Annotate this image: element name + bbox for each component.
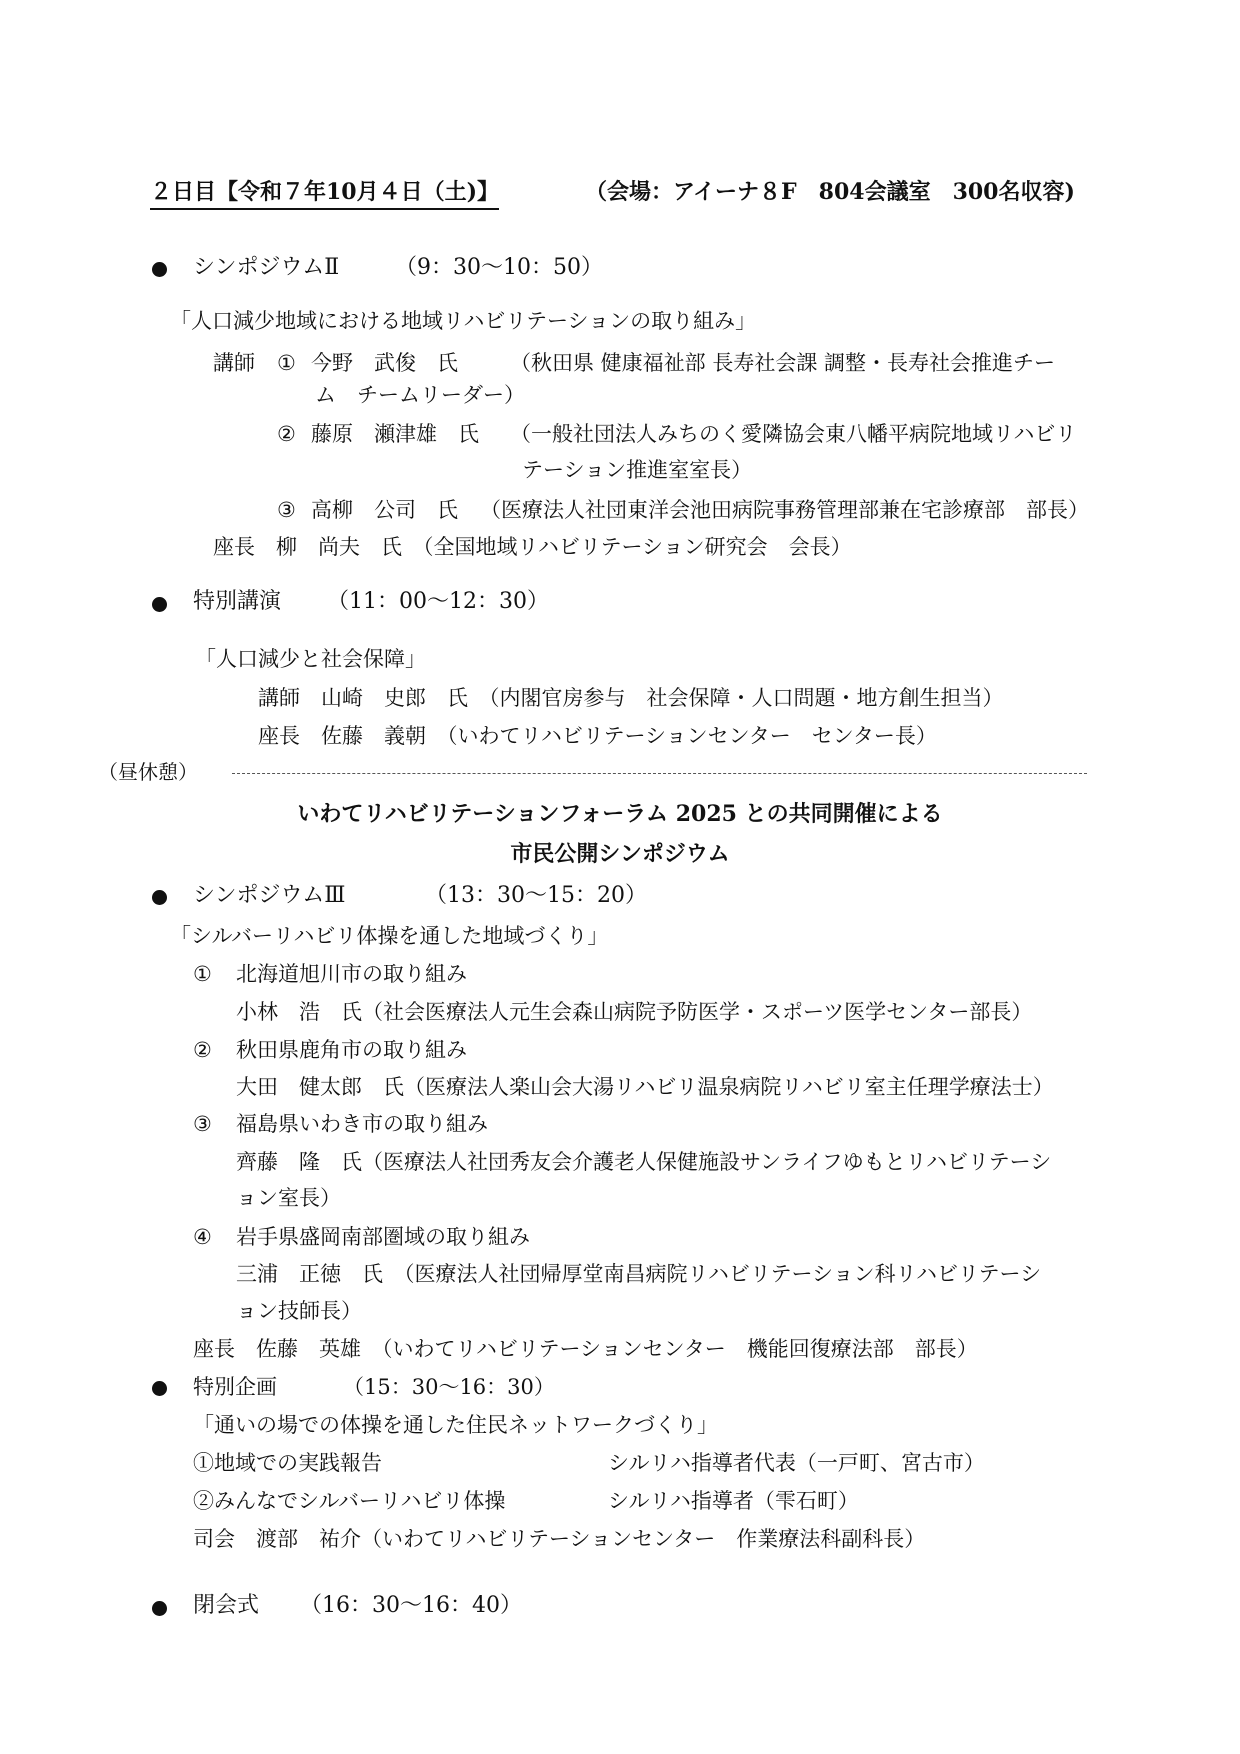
project-row-title: ①地域での実践報告 [193, 1451, 382, 1475]
venue-info: （会場：アイーナ８F 804会議室 300名収容) [585, 179, 1075, 205]
sym2-lecturer-label: 講師 [213, 351, 255, 375]
closing-heading: 閉会式 [193, 1593, 260, 1618]
sym3-item-region: 福島県いわき市の取り組み [236, 1112, 488, 1136]
sym3-item-region: 北海道旭川市の取り組み [236, 962, 467, 986]
sym2-heading: シンポジウムⅡ [193, 255, 340, 280]
sym2-speaker-aff: （一般社団法人みちのく愛隣協会東八幡平病院地域リハビリ [510, 422, 1077, 446]
day-title: ２日目【令和７年10月４日（土)】 [150, 178, 499, 210]
sym3-item-speaker: 三浦 正徳 氏 （医療法人社団帰厚堂南昌病院リハビリテーション科リハビリテーシ [236, 1262, 1042, 1286]
sym2-speaker-aff-cont: ム チームリーダー） [315, 383, 525, 407]
joint-title-line2: 市民公開シンポジウム [510, 841, 730, 867]
sym3-theme: 「シルバーリハビリ体操を通した地域づくり」 [170, 924, 609, 948]
sym3-item-speaker: 齊藤 隆 氏（医療法人社団秀友会介護老人保健施設サンライフゆもとリハビリテーシ [236, 1150, 1052, 1174]
sym2-speaker-name: 高柳 公司 氏 [311, 498, 458, 522]
sym3-item-speaker: 大田 健太郎 氏（医療法人楽山会大湯リハビリ温泉病院リハビリ室主任理学療法士） [236, 1075, 1054, 1099]
sym3-time: （13：30〜15：20） [425, 883, 647, 908]
sym3-item-num: ④ [193, 1225, 212, 1249]
sym3-chair: 座長 佐藤 英雄 （いわてリハビリテーションセンター 機能回復療法部 部長） [193, 1337, 978, 1361]
project-time: （15：30〜16：30） [343, 1375, 555, 1399]
sym3-item-num: ③ [193, 1112, 212, 1136]
sym2-speaker-name: 今野 武俊 氏 [311, 351, 458, 375]
lecture-lecturer: 講師 山崎 史郎 氏 （内閣官房参与 社会保障・人口問題・地方創生担当） [258, 686, 1004, 710]
sym2-chair: 座長 柳 尚夫 氏 （全国地域リハビリテーション研究会 会長） [213, 535, 852, 559]
dashed-divider [232, 773, 1087, 774]
project-heading: 特別企画 [193, 1375, 277, 1399]
sym3-item-num: ① [193, 962, 212, 986]
sym3-item-speaker: 小林 浩 氏（社会医療法人元生会森山病院予防医学・スポーツ医学センター部長） [236, 1000, 1033, 1024]
sym3-item-region: 岩手県盛岡南部圏域の取り組み [236, 1225, 530, 1249]
sym2-speaker-num: ① [277, 351, 296, 375]
closing-time: （16：30〜16：40） [300, 1593, 522, 1618]
sym2-speaker-aff: （医療法人社団東洋会池田病院事務管理部兼在宅診療部 部長） [480, 498, 1089, 522]
project-row-title: ②みんなでシルバーリハビリ体操 [193, 1489, 506, 1513]
project-theme: 「通いの場での体操を通した住民ネットワークづくり」 [193, 1413, 718, 1437]
sym2-speaker-aff-cont: テーション推進室室長） [522, 458, 753, 482]
project-row-presenter: シルリハ指導者代表（一戸町、宮古市） [608, 1451, 985, 1475]
lecture-chair: 座長 佐藤 義朝 （いわてリハビリテーションセンター センター長） [258, 724, 937, 748]
sym2-speaker-num: ③ [277, 498, 296, 522]
sym2-speaker-name: 藤原 瀬津雄 氏 [311, 422, 479, 446]
sym3-item-num: ② [193, 1038, 212, 1062]
lunch-break: （昼休憩） [98, 760, 198, 784]
lecture-theme: 「人口減少と社会保障」 [195, 647, 426, 671]
sym3-item-speaker-cont: ョン技師長） [236, 1299, 362, 1323]
lecture-heading: 特別講演 [193, 589, 282, 614]
sym2-speaker-aff: （秋田県 健康福祉部 長寿社会課 調整・長寿社会推進チー [510, 351, 1056, 375]
sym2-theme: 「人口減少地域における地域リハビリテーションの取り組み」 [170, 309, 757, 333]
bullet-icon [152, 890, 167, 905]
sym2-speaker-num: ② [277, 422, 296, 446]
project-row-presenter: シルリハ指導者（雫石町） [608, 1489, 859, 1513]
bullet-icon [152, 1601, 167, 1616]
bullet-icon [152, 262, 167, 277]
sym3-heading: シンポジウムⅢ [193, 883, 346, 908]
sym2-time: （9：30〜10：50） [395, 255, 603, 280]
sym3-item-speaker-cont: ョン室長） [236, 1186, 341, 1210]
lecture-time: （11：00〜12：30） [327, 589, 549, 614]
bullet-icon [152, 1381, 167, 1396]
sym3-item-region: 秋田県鹿角市の取り組み [236, 1038, 467, 1062]
joint-title-line1: いわてリハビリテーションフォーラム 2025 との共同開催による [297, 801, 943, 827]
project-mc: 司会 渡部 祐介（いわてリハビリテーションセンター 作業療法科副科長） [193, 1527, 926, 1551]
bullet-icon [152, 597, 167, 612]
